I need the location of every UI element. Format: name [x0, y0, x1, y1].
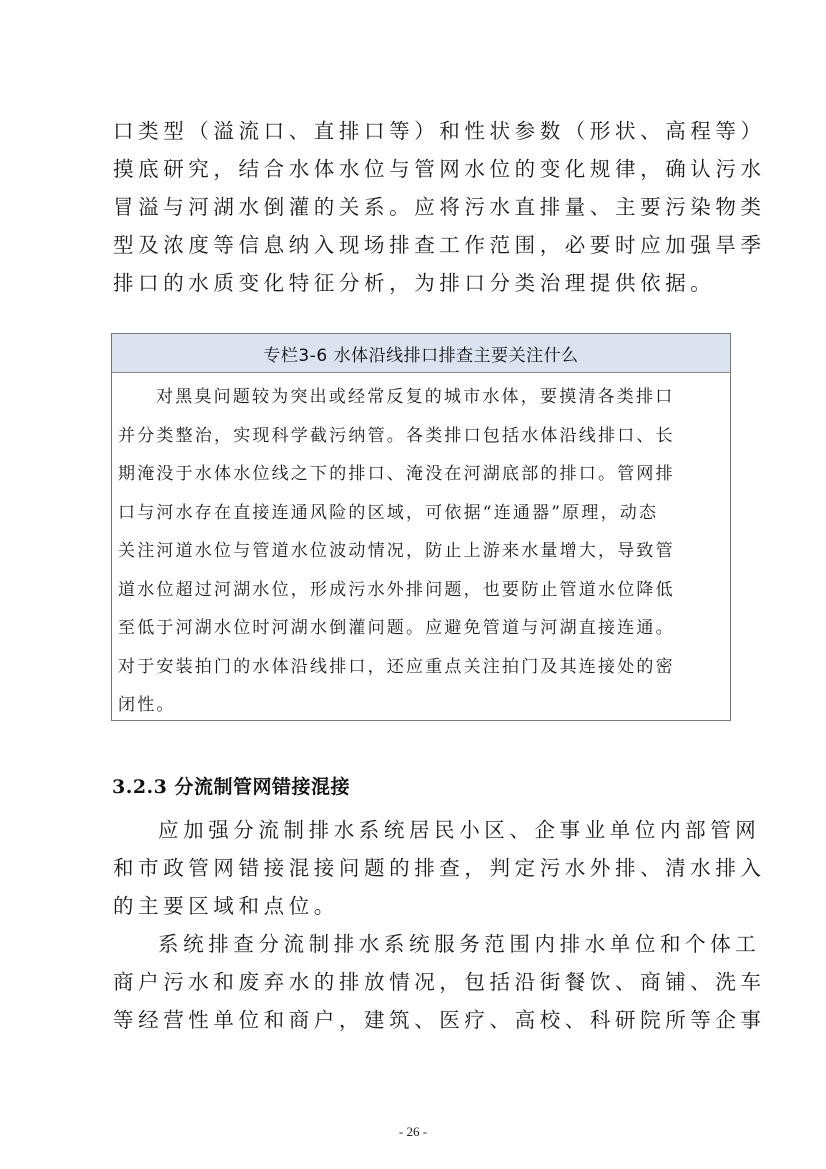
text-line: 道水位超过河湖水位，形成污水外排问题，也要防止管道水位降低	[118, 579, 675, 600]
text-line: 至低于河湖水位时河湖水倒灌问题。应避免管道与河湖直接连通。	[118, 618, 675, 638]
text-line: 型及浓度等信息纳入现场排查工作范围，必要时应加强旱季	[113, 233, 766, 257]
text-line: 闭性。	[118, 695, 176, 715]
sidebar-box-title: 专栏3-6 水体沿线排口排查主要关注什么	[112, 334, 730, 373]
text-line: 口类型（溢流口、直排口等）和性状参数（形状、高程等）	[113, 119, 766, 143]
text-line: 期淹没于水体水位线之下的排口、淹没在河湖底部的排口。管网排	[118, 464, 675, 484]
text-line: 口与河水存在直接连通风险的区域，可依据“连通器”原理，动态	[118, 502, 659, 523]
text-line: 冒溢与河湖水倒灌的关系。应将污水直排量、主要污染物类	[113, 195, 766, 219]
text-line: 对于安装拍门的水体沿线排口，还应重点关注拍门及其连接处的密	[118, 656, 675, 677]
text-line: 应加强分流制排水系统居民小区、企事业单位内部管网	[158, 818, 761, 842]
text-line: 的主要区域和点位。	[113, 894, 339, 918]
page-number: - 26 -	[398, 1124, 428, 1139]
text-line: 商户污水和废弃水的排放情况，包括沿街餐饮、商铺、洗车	[113, 970, 766, 994]
text-line: 和市政管网错接混接问题的排查，判定污水外排、清水排入	[113, 856, 766, 880]
text-line: 对黑臭问题较为突出或经常反复的城市水体，要摸清各类排口	[156, 387, 675, 407]
sidebar-box-body	[112, 373, 730, 725]
text-line: 系统排查分流制排水系统服务范围内排水单位和个体工	[158, 932, 761, 956]
text-line: 排口的水质变化特征分析，为排口分类治理提供依据。	[113, 271, 716, 295]
text-line: 摸底研究，结合水体水位与管网水位的变化规律，确认污水	[113, 157, 766, 181]
text-line: 等经营性单位和商户，建筑、医疗、高校、科研院所等企事	[113, 1008, 766, 1032]
text-line: 并分类整治，实现科学截污纳管。各类排口包括水体沿线排口、长	[118, 425, 675, 446]
paragraph-misconnection-survey	[113, 811, 766, 925]
text-line: 关注河道水位与管道水位波动情况，防止上游来水量增大，导致管	[118, 541, 675, 561]
section-heading-3-2-3: 3.2.3 分流制管网错接混接	[112, 776, 351, 798]
paragraph-outfall-survey	[113, 112, 766, 302]
paragraph-discharge-survey	[113, 925, 766, 1039]
sidebar-box-3-6	[111, 333, 731, 721]
